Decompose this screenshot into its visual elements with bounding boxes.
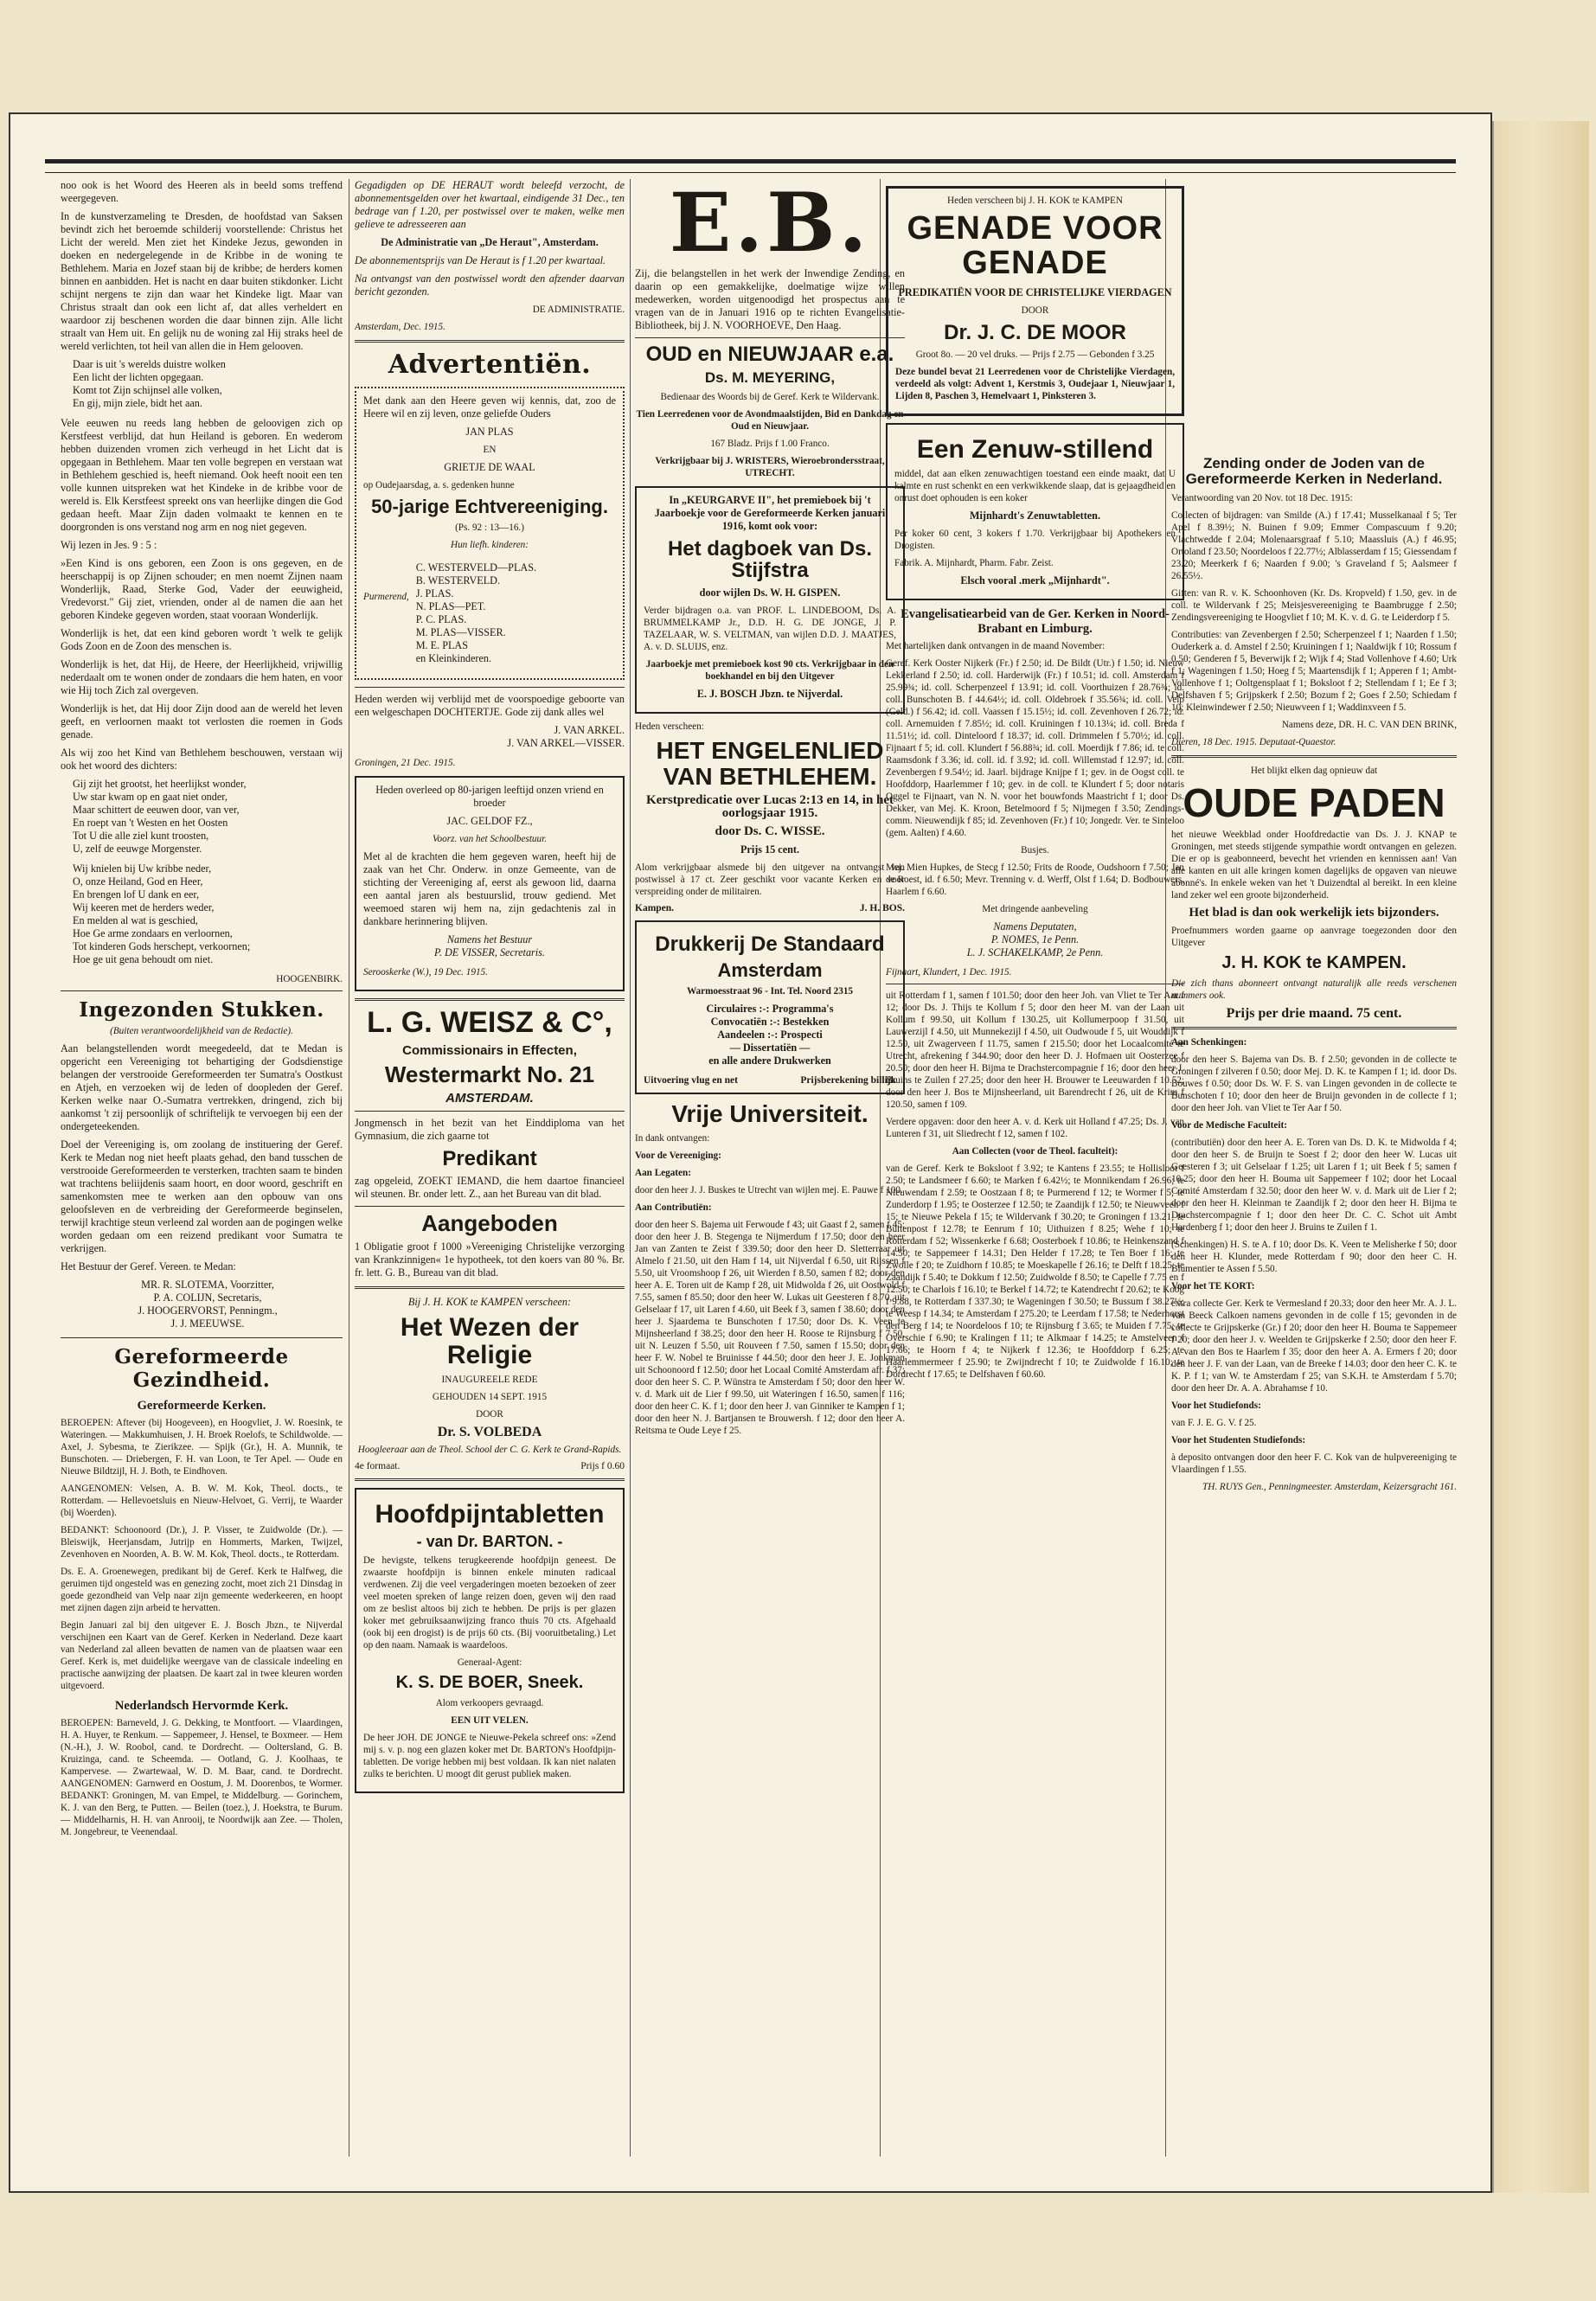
ad-footer: Prijsberekening billijk xyxy=(800,1075,896,1086)
section-heading: Zending onder de Joden van de Gereformeerde Kerken in Nederland. xyxy=(1185,455,1443,487)
ad-price: Prijs per drie maand. 75 cent. xyxy=(1226,1005,1402,1021)
book-sub: INAUGUREELE REDE xyxy=(441,1375,538,1386)
ad-text: Het blijkt elken dag opnieuw dat xyxy=(1250,765,1378,776)
column-2 xyxy=(355,179,625,2157)
article-text: Met dringende aanbeveling xyxy=(982,904,1088,915)
ad-publisher: J. H. BOS. xyxy=(859,903,905,914)
ad-product: Mijnhardt's Zenuwtabletten. xyxy=(970,510,1100,522)
ad-sub: EEN UIT VELEN. xyxy=(451,1715,529,1727)
book-format: 4e formaat. xyxy=(355,1461,401,1472)
ad-text: Deze bundel bevat 21 Leerredenen voor de Christelijke Vierdagen, verdeeld als volgt: Advent 1, Kerstmis 3, Oudejaar 1, Nieuwjaar 1, Lijden 8, Paschen 3, Hemelvaart 1, Pinksteren 3. xyxy=(895,366,1175,401)
ad-headline: Predikant xyxy=(442,1146,537,1170)
ad-text: 1 Obligatie groot f 1000 »Vereeniging Christelijke verzorging van Krankzinnigen« 1e hypotheek, tot den koers van 80 %. Br. fr. lett. G. B., Bureau van dit blad. xyxy=(355,1240,625,1279)
column-3 xyxy=(635,179,905,2157)
column-1 xyxy=(61,179,343,2157)
couple-name: GRIETJE DE WAAL xyxy=(444,461,535,473)
signatures: Namens Deputaten, P. NOMES, 1e Penn. L. J. SCHAKELKAMP, 2e Penn. xyxy=(966,920,1104,959)
book-sub: DOOR xyxy=(476,1409,503,1420)
ad-names: J. VAN ARKEL. J. VAN ARKEL—VISSER. xyxy=(507,724,625,750)
article-text: BEROEPEN: Barneveld, J. G. Dekking, te Montfoort. — Vlaardingen, H. A. Huyer, te Renkum. — Sappemeer, J. Hensel, te Boxmeer. — Hem (N.-H.), J. W. Roobol, cand. te Dordrecht. — Ooltersland, G. B. Kruizinga, cand. te Scheemda. — Ootland, G. J. Koolhaas, te Kampervese. — Zwartewaal, W. D. M. Baar, cand. te Dordrecht. AANGENOMEN: Garnwerd en Oostum, J. M. Doorenbos, te Wormer. BEDANKT: Groningen, M. van Empel, te Middelburg. — Gorinchem, K. J. van den Berg, te Putten. — Beilen (toez.), J. Hoekstra, te Burum. — Middelharnis, H. H. van Anrooij, te Noordwijk aan Zee. — Tholen, M. Jongebreur, te Veenendaal. xyxy=(61,1718,343,1837)
sub-heading: Aan Collecten (voor de Theol. faculteit): xyxy=(952,1146,1118,1157)
ad-sub: Kerstpredicatie over Lucas 2:13 en 14, in het oorlogsjaar 1915. xyxy=(645,793,894,821)
ad-sub: - van Dr. BARTON. - xyxy=(416,1532,563,1550)
ad-headline: 50-jarige Echtvereeniging. xyxy=(371,496,608,517)
ad-text: middel, dat aan elken zenuwachtigen toestand een einde maakt, dat U kalmte en rust schenkt en een verkwikkende slaap, dat is gejaagdheid en onrust doet ophouden is een koker xyxy=(894,469,1176,504)
ad-text: Alom verkoopers gevraagd. xyxy=(435,1698,544,1709)
sub-heading: Voor het TE KORT: xyxy=(1171,1280,1255,1292)
ad-text: Proefnummers worden gaarne op aanvrage toegezonden door den Uitgever xyxy=(1171,925,1457,948)
article-text: Wonderlijk is het, dat Hij door Zijn dood aan de wereld het leven geeft, en verloornen maakt tot verlosten die roemen in Gods genade. xyxy=(61,702,343,740)
sub-heading: Aan Schenkingen: xyxy=(1171,1036,1247,1048)
publisher-line: Bij J. H. KOK te KAMPEN verscheen: xyxy=(407,1296,572,1309)
article-text: BEROEPEN: Aftever (bij Hoogeveen), en Hoogvliet, J. W. Roesink, te Wateringen. — Makkumhuisen, J. H. Broek Roelofs, te Schildwolde. — Axel, J. Sybesma, te Zierikzee. — Spijk (Gr.), H. A. Munnik, te Bunschoten. — Driebergen, F. H. van Loon, te Ter Apel. — Oude en Nieuwe Bildtzijl, H. J. Both, te Eindhoven. xyxy=(61,1418,343,1477)
section-note: (Buiten verantwoordelijkheid van de Redactie). xyxy=(110,1026,293,1036)
article-text: (contributiën) door den heer A. E. Toren van Ds. D. K. te Midwolda f 4; door den heer S. de Bruijn te Soest f 2; door den heer W. Lucas uit Geesteren f 3; uit Gelselaar f 1.25; uit Laren f 1; uit Beek f 5; samen f 10.25; door den heer H. Bouma uit Sappemeer f 102; door het Locaal Comité Amsterdam f 32.50; door den heer W. v. d. Mark uit de Lier f 2; door den heer H. Kleinman te Zaandijk f 2; door den heer H. Bijma te Drachstercompagnie f 1; door den heer Dr. C. C. Schot uit Ambt Hardenberg f 1; door den heer J. Bruins te Zuilen f 1. xyxy=(1171,1137,1457,1233)
article-text: »Een Kind is ons geboren, een Zoon is ons gegeven, en de heerschappij is op Zijnen schouder; en men noemt Zijnen naam Wonderlijk, Raad, Sterke God, Vader der eeuwigheid, Vredevorst." Gij ziet, vrienden, onder al de namen die aan het geboren Kindeke gegeven worden, staat vooraan Wonderlijk. xyxy=(61,557,343,621)
ad-headline: OUDE PADEN xyxy=(1183,779,1445,825)
weisz-title: L. G. WEISZ & C°, xyxy=(367,1006,612,1040)
article-text: van F. J. E. G. V. f 25. xyxy=(1171,1417,1257,1428)
sub-heading: Aan Legaten: xyxy=(635,1167,691,1178)
section-heading: Vrije Universiteit. xyxy=(671,1100,869,1128)
article-text: Verdere opgaven: door den heer A. v. d. Kerk uit Holland f 47.25; Ds. J. van Lunteren f 31, uit Sliedrecht f 12, samen f 102. xyxy=(886,1117,1184,1140)
ad-text: Heden werden wij verblijd met de voorspoedige geboorte van een welgeschapen DOCHTERTJE. Gode zij dank alles wel xyxy=(355,693,625,719)
article-text: extra collecte Ger. Kerk te Vermesland f 20.33; door den heer Mr. A. J. L. van Beeck Calkoen namens gevonden in de colle f 15; gevonden in de collecte te Grijpskerke (Gr.) f 20; door den heer H. Bouma te Sappemeer f 20; door den heer J. v. Weelden te Grijpskerke f 2.50; door den heer F. A. van den Bos te Haarlem f 35; door den heer A. A. Ermers f 20; door den heer J. F. van der Laan, van de Breeke f 14.03; door den heer C. K. te K. P. f 1; van W. te Amsterdam f 25; van S.K.H. te Amsterdam f 5.70; door den heer Dr. A. A. Abrahamse f 10. xyxy=(1171,1298,1457,1394)
article-text: Giften: van R. v. K. Schoonhoven (Kr. Ds. Kropveld) f 1.50, gev. in de coll. te Wildervank f 25; Meisjesvereeniging te Baambrugge f 2.50; Zendingsvereeniging te Hoogvliet f 10; M. K. v. d. G. te Leiderdorp f 5. xyxy=(1171,587,1457,623)
ad-sub: PREDIKATIËN VOOR DE CHRISTELIJKE VIERDAGEN xyxy=(898,285,1172,298)
article-text: In dank ontvangen: xyxy=(635,1132,710,1144)
article-text: Ds. E. A. Groenewegen, predikant bij de Geref. Kerk te Halfweg, die geruimen tijd ongesteld was en genezing zocht, moet zich 21 Dinsdag in goede gezondheid van Velp naar zijn gemeente wederkeeren, en hoopt met zijnen dagen zijn arbeid te hervatten. xyxy=(61,1567,343,1613)
article-text: door den heer J. J. Buskes te Utrecht van wijlen mej. E. Pauwe f 100. xyxy=(635,1184,903,1195)
ad-text: De heer JOH. DE JONGE te Nieuwe-Pekela schreef ons: »Zend mij s. v. p. nog een glazen koker met Dr. BARTON's Hoofdpijn-tabletten. De vorige hebben mij best voldaan. Ik kan niet nalaten zulks te berichten. U moogt dit gerust publiek maken. xyxy=(363,1733,616,1780)
ad-price: Groot 8o. — 20 vel druks. — Prijs f 2.75 — Gebonden f 3.25 xyxy=(915,349,1155,360)
article-text: à deposito ontvangen door den heer F. C. Kok van de hulpvereeniging te Vlaardingen f 1.55. xyxy=(1171,1452,1457,1475)
drukkerij-ad xyxy=(635,920,905,1094)
ad-text: Per koker 60 cent, 3 kokers f 1.70. Verkrijgbaar bij Apothekers en Drogisten. xyxy=(894,529,1176,552)
sub-heading: Voor het Studenten Studiefonds: xyxy=(1171,1434,1306,1445)
article-text: BEDANKT: Schoonoord (Dr.), J. P. Visser, te Zuidwolde (Dr.). — Bleiswijk, Heerjansdam, Jutrijp en Hommerts, Marken, Twijzel, Zevenhoven en Noorden, A. B. W. M. Kok, Theol. docts., te Rotterdam. xyxy=(61,1525,343,1560)
notice-signature: DE ADMINISTRATIE. xyxy=(532,304,625,315)
article-text: Vele eeuwen nu reeds lang hebben de geloovigen zich op Kerstfeest verblijd, dat hun Heiland is geboren. En wederom hebben duizenden vromen zich verheugd in het Licht dat is opgegaan in Bethlehem. Maar ten volle begrepen en verstaan wat in Bethlehem geschied is, heeft niemand. Ook heeft nooit een ten volle kunnen uitspreken wat het Kindeke in de kribbe voor de wereld is. Elk Kerstfeest spreekt ons van heerlijke dingen die God gedaan heeft. Maar Zijn daden volmaakt te kennen en te doorgronden is ons verstand nog arm en nog niet gegeven. xyxy=(61,417,343,533)
section-heading: Evangelisatiearbeid van de Ger. Kerken in Noord-Brabant en Limburg. xyxy=(901,607,1170,637)
ad-text: Hun liefh. kinderen: xyxy=(451,540,529,551)
ad-text: De hevigste, telkens terugkeerende hoofdpijn geneest. De zwaarste hoofdpijn is binnen enkele minuten radicaal verdwenen. Zij die veel vergaderingen moeten bezoeken of zeer veel moeten spreken of lange reizen doen, geven wij den raad om ze beslist altoos bij zich te hebben. De prijs is per glazen koker met gebruiksaanwijzing franco thuis 70 cts. Afgehaald (ook bij een drogist) is de prijs 60 cts. (Bij vooruitbetaling.) Let op den naam. Namaak is waardeloos. xyxy=(363,1555,616,1651)
publisher-line: Verkrijgbaar bij J. WRISTERS, Wieroebrondersstraat, UTRECHT. xyxy=(655,456,885,479)
ad-publisher: J. H. KOK te KAMPEN. xyxy=(1221,952,1407,972)
article-text: In de kunstverzameling te Dresden, de hoofdstad van Saksen bevindt zich het beroemde schilderij voorstellende: Christus het Licht der wereld. Men ziet het Kindeke Jezus, gewonden in doeken en nedergelegende in de Kribbe in de woning te Bethlehem. Maria en Jozef staan bij de kribbe; de herders komen binnen en aanbidden. Het is nacht en daar buiten stikdonker. Licht schijnt nergens te zijn dan waar het Kindeke ligt. Maar van Christus straalt dan ook een licht af, dat alles verheldert en waardoor zij beschenen worden die daar binnen zijn. Alle licht straalt van Hem uit. En gelijk nu de woning zal Hij straks heel de wereld verlichten, tot heil van allen die in Hem gelooven. xyxy=(61,210,343,352)
ad-items: Circulaires :-: Programma's Convocatiën :-: Bestekken Aandeelen :-: Prospecti — Dissertatiën — en alle andere Drukwerken xyxy=(706,1003,834,1067)
ad-headline: OUD en NIEUWJAAR e.a. xyxy=(645,343,894,366)
poem: Wij knielen bij Uw kribbe neder, O, onze Heiland, God en Heer, En brengen lof U dank en eer, Wij keeren met de herders weder, En melden al wat is geschied, Hoe Ge arme zondaars en verloornen, Tot kinderen Gods herschept, verkoornen; Hoe ge uit gena behoudt om niet. xyxy=(73,862,251,965)
genade-ad xyxy=(886,186,1184,416)
ad-text: Die zich thans abonneert ontvangt naturalijk alle reeds verschenen nummers ook. xyxy=(1171,977,1457,1001)
sub-heading: Aan Contributiën: xyxy=(635,1202,712,1213)
ad-date: Serooskerke (W.), 19 Dec. 1915. xyxy=(363,967,488,978)
ad-headline: HET ENGELENLIED VAN BETHLEHEM. xyxy=(656,737,884,790)
dagboek-ad xyxy=(635,486,905,714)
ad-text: op Oudejaarsdag, a. s. gedenken hunne xyxy=(363,480,515,490)
ad-text: Met dank aan den Heere geven wij kennis, dat, zoo de Heere wil en zij leven, onze geliefde Ouders xyxy=(363,394,616,420)
ad-place: Kampen. xyxy=(635,903,675,914)
weisz-city: AMSTERDAM. xyxy=(445,1090,534,1106)
sub-heading: Voor het Studiefonds: xyxy=(1171,1400,1261,1411)
ad-label: Heden verscheen: xyxy=(635,721,704,733)
sub-heading: Gereformeerde Kerken. xyxy=(137,1399,266,1413)
ad-text: Heden overleed op 80-jarigen leeftijd onzen vriend en broeder xyxy=(375,784,604,810)
book-sub: GEHOUDEN 14 SEPT. 1915 xyxy=(432,1392,548,1403)
sub-heading: Busjes. xyxy=(1021,845,1049,856)
column-5 xyxy=(1171,179,1457,2157)
ad-sub: Het blad is dan ook werkelijk iets bijzonders. xyxy=(1189,905,1439,920)
ad-signature: Namens het Bestuur P. DE VISSER, Secretaris. xyxy=(434,933,545,959)
article-text: noo ook is het Woord des Heeren als in beeld soms treffend weergegeven. xyxy=(61,179,343,204)
article-date: Dieren, 18 Dec. 1915. Deputaat-Quaestor. xyxy=(1171,736,1336,747)
article-signature: Namens deze, DR. H. C. VAN DEN BRINK, xyxy=(1281,719,1457,730)
section-heading: Ingezonden Stukken. xyxy=(79,998,324,1022)
ad-sub: door wijlen Ds. W. H. GISPEN. xyxy=(699,586,841,599)
ad-text: Fabrik. A. Mijnhardt, Pharm. Fabr. Zeist. xyxy=(894,558,1054,569)
article-text: Met hartelijken dank ontvangen in de maand November: xyxy=(886,641,1106,652)
sub-heading: Nederlandsch Hervormde Kerk. xyxy=(114,1699,289,1713)
column-divider xyxy=(630,179,631,2157)
article-text: van de Geref. Kerk te Boksloot f 3.92; te Kantens f 23.55; te Hollisloot f 2.50; te Landsmeer f 6.60; te Marken f 6.42½; te Monnikendam f 26.96; te Nieuwendam f 2.59; te Oostzaan f 8; te Purmerend f 12; te Wormer f 5; te Zunderdorp f 1.95; te Oosterzee f 12.50; te Zaandijk f 12.50; te Nieuwveen f 15; te Nieuwe Pekela f 15; te Wildervank f 30.20; te Groningen f 13.21; te Buitenpost f 12.78; te Eenrum f 10; Uithuizen f 8.25; Wehe f 10; te Rotterdam f 52; Wissenkerke f 6.68; Oosterboek f 10.86; te Heinkenszand f 14.50; te Sappemeer f 14.31; Den Helder f 17.28; te Ten Boer f 16; te Zwolle f 20; te Zuidhorn f 10.85; te Moeskapelle f 26.16; te Delft f 18.25; te Zaandijk f 5.40; te Dokkum f 12.50; Zuidwolde f 8.50; te Capelle f 7.75 en f 12.50; te Charlois f 16.10; te Berkel f 14.72; te Katendrecht f 20.62; te Koog f 9.88, te Rotterdam f 337.30; te Wageningen f 30.50; te Bussum f 38.27½; te Weesp f 14.34; te Amsterdam f 275.20; te Leerdam f 17.58; te Nederhorst den Berg f 14; te Noordeloos f 10; te Rijnsburg f 3.65; te Muiden f 7.75; te Overschie f 6.90; te Kralingen f 11; te Alkmaar f 14.25; te Amstelveen f 17.66; te Hoorn f 4; te Nijkerk f 12.36; te Hoofddorp f 6.25; te Haarlemmermeer f 25.90; te Zwijndrecht f 10; te Zuidwolde f 16.10; te Dordrecht f 17.65; te Delfshaven f 60.60. xyxy=(886,1163,1184,1381)
article-text: Wonderlijk is het, dat Hij, de Heere, der Heerlijkheid, vrijwillig nederdaalt om te wonen onder de zondaars die hem haten, en voor wie Hij toch Zich zal overgeven. xyxy=(61,658,343,696)
psalm-ref: (Ps. 92 : 13—16.) xyxy=(455,522,524,534)
ad-label: Heden verscheen bij J. H. KOK te KAMPEN xyxy=(947,195,1123,206)
ad-text: het nieuwe Weekblad onder Hoofdredactie van Ds. J. J. KNAP te Groningen, met steeds stijgende sympathie wordt ontvangen en gelezen. Die er op is geabonneerd, bevecht het vrienden en kennissen aan! Van alle kanten en uit alle kringen komen dagelijks de opgaven van nieuwe abonné's. In enkele weken van het 't Duizendtal al bereikt. In een kleine land zeker wel een groote bijzonderheid. xyxy=(1171,829,1457,901)
ad-author: Dr. J. C. DE MOOR xyxy=(944,320,1126,344)
ad-label: Generaal-Agent: xyxy=(457,1657,522,1669)
section-heading: Gereformeerde Gezindheid. xyxy=(114,1345,289,1392)
notice-date: Amsterdam, Dec. 1915. xyxy=(355,322,445,332)
ad-text: Jaarboekje met premieboek kost 90 cts. Verkrijgbaar in den boekhandel en bij den Uitgever xyxy=(645,659,894,683)
ad-text: Zij, die belangstellen in het werk der Inwendige Zending, en daarin op een gemakkelijke, doelmatige wijze willen medewerken, worden uitgenoodigd het prospectus aan te vragen van de in Januari 1916 op te richten Evangelisatie-Bibliotheek, bij J. N. VOORHOEVE, Den Haag. xyxy=(635,267,905,331)
ad-price: Prijs 15 cent. xyxy=(740,843,800,856)
article-text: door den heer S. Bajema van Ds. B. f 2.50; gevonden in de collecte te Groningen f zilveren f 0.50; door Mej. D. K. te Kampen f 1; id. door Ds. Bouwes f 0.50; door Ds. W. F. S. van Lingen gevonden in de collecte te Bunschoten f 10; door den heer de Bruijn gevonden in de collecte f 1; door den heer Joh. van Vliet te Ter Aar f 50. xyxy=(1171,1054,1457,1113)
publisher-line: E. J. BOSCH Jbzn. te Nijverdal. xyxy=(696,688,843,701)
couple-and: EN xyxy=(483,445,497,455)
book-author: Dr. S. VOLBEDA xyxy=(437,1425,542,1440)
article-text: Collecten of bijdragen: van Smilde (A.) f 17.41; Musselkanaal f 5; Ter Apel f 8.39½; N. Buinen f 9.09; Emmer Compascuum f 9.20; Vlachtwedde f 2.04; Molenaarsgraaf f 5.10; Maassluis (A.) f 46.95; Ortoland f 23.50; Noordeloos f 22.77½; Alblasserdam f 15; Giessendam f 23.20; Meerkerk f 6; Naarden f 9.00; 's Graveland f 5; Aalsmeer f 26.55½. xyxy=(1171,510,1457,581)
ad-date: Groningen, 21 Dec. 1915. xyxy=(355,758,456,769)
article-date: Fijnaart, Klundert, 1 Dec. 1915. xyxy=(886,967,1012,978)
ad-headline: GENADE VOOR GENADE xyxy=(907,210,1163,281)
ad-headline: Een Zenuw-stillend xyxy=(916,434,1154,464)
deceased-role: Voorz. van het Schoolbestuur. xyxy=(432,834,548,845)
sub-heading: Voor de Medische Faculteit: xyxy=(1171,1119,1287,1131)
ad-headline: Aangeboden xyxy=(421,1209,558,1236)
notice-text: Na ontvangst van den postwissel wordt den afzender daarvan bericht gezonden. xyxy=(355,272,625,298)
ad-sub: DOOR xyxy=(1021,304,1049,316)
article-text: Aan belangstellenden wordt meegedeeld, dat te Medan is opgericht een Vereeniging tot behartiging der Godsdienstige belangen der verstrooide Gereformeerden ter Sumatra's Oostkust en Atjeh, en verzoeken wij de leden of doopleden der Geref. Kerken welke naar O.-Sumatra vertrekken, dringend, zich bij aankomst 't zij persoonlijk of schriftelijk te vervoegen bij een der ondergeteekenden. xyxy=(61,1042,343,1132)
article-text: Het Bestuur der Geref. Vereen. te Medan: xyxy=(61,1260,236,1272)
zenuw-ad xyxy=(886,423,1184,601)
ad-text: Elsch vooral .merk „Mijnhardt". xyxy=(960,574,1110,587)
ad-author: door Ds. C. WISSE. xyxy=(715,824,825,839)
article-text: Als wij zoo het Kind van Bethlehem beschouwen, verstaan wij ook het woord des dichters: xyxy=(61,747,343,772)
ad-text: zag opgeleid, ZOEKT IEMAND, die hem daartoe financieel wil steunen. Br. onder lett. Z., aan het Bureau van dit blad. xyxy=(355,1174,625,1200)
poem: Gij zijt het grootst, het heerlijkst wonder, Uw star kwam op en gaat niet onder, Maar schittert de eeuwen door, van ver, En roept van 't Westen en het Oosten Tot U die alle ziel kunt troosten, U, zelf de eeuwge Morgenster. xyxy=(73,778,247,855)
article-text: Begin Januari zal bij den uitgever E. J. Bosch Jbzn., te Nijverdal verschijnen een Kaart van de Geref. Kerken in Nederland. Deze kaart van Nederland zal alleen bevatten de namen van de plaatsen waar een Geref. Kerk is, met duidelijke weergave van de classicale indeeling en practische aanwijzing der plaatsen. De kaart zal in twee kleuren worden uitgevoerd. xyxy=(61,1620,343,1691)
signatures: MR. R. SLOTEMA, Voorzitter, P. A. COLIJN, Secretaris, J. HOOGERVORST, Penningm., J. J. MEEUWSE. xyxy=(138,1279,278,1330)
ad-address: Warmoesstraat 96 - Int. Tel. Noord 2315 xyxy=(686,986,854,997)
eb-logo: E.B. xyxy=(669,179,871,271)
poem: Daar is uit 's werelds duistre wolken Een licht der lichten opgegaan. Komt tot Zijn schijnsel alle volken, En gij, mijn ziele, bidt het aan. xyxy=(73,358,226,409)
ad-place: Purmerend, xyxy=(363,592,409,603)
couple-name: JAN PLAS xyxy=(465,426,514,438)
ad-text: In „KEURGARVE II", het premieboek bij 't Jaarboekje voor de Gereformeerde Kerken januari 1916, komt ook voor: xyxy=(654,494,886,533)
article-signature: TH. RUYS Gen., Penningmeester. Amsterdam, Keizersgracht 161. xyxy=(1202,1481,1457,1492)
article-text: Doel der Vereeniging is, om zoolang de instituering der Geref. Kerk te Medan nog niet heeft plaats gehad, den band tusschen de verstrooide Gereformeerden te versterken, trachten saam te binden wat trachtens beliijdenis saam hoort, en door woord, geschrift en samenkomsten mee te werken aan den opbouw van ons geloofsleven en de verbreiding der Gereformeerde beginselen, terwijl krachtige steun verleend zal worden aan de pogingen welke worden gedaan om een reizend predikant voor Sumatra te verkrijgen. xyxy=(61,1138,343,1254)
ad-text: Met al de krachten die hem gegeven waren, heeft hij de zaak van het Chr. Onderw. in onze Gemeente, van de stichting der Vereeniging af, eerst als gewoon lid, daarna een aantal jaren als bestuurslid, trouw gediend. Met weemoed staren wij hem na, zijn gedachtenis zal in dankbare herinnering blijven. xyxy=(363,850,616,928)
article-text: Wonderlijk is het, dat een kind geboren wordt 't welk te gelijk Gods Zoon en de Zoon des menschen is. xyxy=(61,627,343,652)
death-notice xyxy=(355,776,625,991)
article-text: Geref. Kerk Ooster Nijkerk (Fr.) f 2.50; id. De Bildt (Utr.) f 1.50; id. Nieuw Lekkerland f 2.50; id. coll. Harderwijk (Fr.) f 10.51; id. coll. Amsterdam f 25.99¾; id. coll. Scherpenzeel f 13.91; id. coll. Voorthuizen f 28.76¾; id. coll. Bunschoten B. f 44.64½; id. coll. Oldebroek f 35.56¾; id. coll. Velp (Geld.) f 56.42; id. coll. Vaassen f 15.15½; id. coll. Zevenhoven f 26.72; id. coll. Arnemuiden f 7.85½; id. coll. Kruiningen f 10.13¼; id. coll. Breda f 11.51½; id. coll. Dinteloord f 18.37; id. coll. Drimmelen f 5.70½; id. coll. Fijnaart f 5; id. coll. Klundert f 56.88¾; id. coll. Moerdijk f 7.86; id. te coll. Raamsdonk f 3.36; id. coll. id. f 3.92; id. coll. Willemstad f 12.97; id. coll. Zevenbergen f 9.54½; id. Jaarl. bijdrage Knijpe f 1; gev. in de Oogst coll. te Hoofddorp, Haarlemmer f 10; gev. in de coll. te Klundert f 5; door notaris Oggel te Fijnaart, van N. N. voor het bouwfonds Maastricht f 1; door Ds. Dekker, van Mej. K. Kroon, Betelmoord f 5; Nijmegen f 3.50; Zendings-comm. Nieuwendijk f 85; id. Zevenhoven (Fr.) f 10; Jongedr. Ver. te Sinteloo (gem. Aalten) f 4.60. xyxy=(886,658,1184,839)
ad-text: Verder bijdragen o.a. van PROF. L. LINDEBOOM, Ds. A. BRUMMELKAMP Jr., D.D. H. G. DE JONGE, J. P. TAZELAAR, W. S. VELTMAN, van wijlen D.D. J. MAATJES, A. v. D. SLUIJS, enz. xyxy=(644,606,896,653)
author-role: Hoogleeraar aan de Theol. School der C. G. Kerk te Grand-Rapids. xyxy=(357,1445,622,1456)
agent-name: K. S. DE BOER, Sneek. xyxy=(395,1673,584,1693)
section-heading: Advertentiën. xyxy=(388,349,592,380)
barton-ad xyxy=(355,1488,625,1793)
newspaper-page xyxy=(9,112,1492,2193)
ad-headline: Drukkerij De Standaard xyxy=(655,933,885,957)
article-text: uit Rotterdam f 1, samen f 101.50; door den heer Joh. van Vliet te Ter Aar f 12; door Ds. J. Thijs te Kollum f 5; door den heer M. van der Laan uit Kollum f 99.50, uit Kollum f 130.25, uit Kollumerpoop f 31.50, uit Lauwerzijl f 4.50, uit Munnekezijl f 4.50, uit Oudwoude f 5, uit Wouddijk f 12.50, uit Zwagerveen f 11.75, samen f 215.50; door het Locaalcomité te Utrecht, afrekening f 344.90; door den heer D. J. Hofmaen uit Oosterzee f 20.50; door den heer H. Bijma te Drachstercompagnie f 16; door den heer J. Bruins te Zuilen f 27.25; door den heer H. Brouwer te Leeuwarden f 10.52; door den heer J. Bos te Mijnsheerland, uit Barendrecht f 26, uit de Krim f 120.50, samen f 109. xyxy=(886,990,1184,1111)
sub-heading: Voor de Vereeniging: xyxy=(635,1150,721,1161)
deceased-name: JAC. GELDOF FZ., xyxy=(446,815,533,828)
ad-headline: Hoofdpijntabletten xyxy=(375,1500,605,1529)
ad-headline: Het dagboek van Ds. Stijfstra xyxy=(667,537,873,583)
ad-text: Jongmensch in het bezit van het Einddiploma van het Gymnasium, die zich gaarne tot xyxy=(355,1116,625,1142)
ad-city: Amsterdam xyxy=(717,959,823,982)
notice-address: De Administratie van „De Heraut", Amsterdam. xyxy=(381,236,599,248)
book-price: 167 Bladz. Prijs f 1.00 Franco. xyxy=(710,439,830,450)
weisz-address: Westermarkt No. 21 xyxy=(384,1061,595,1087)
notice-text: De abonnementsprijs van De Heraut is f 1.20 per kwartaal. xyxy=(355,254,606,266)
article-text: Wij lezen in Jes. 9 : 5 : xyxy=(61,539,157,551)
article-text: AANGENOMEN: Velsen, A. B. W. M. Kok, Theol. docts., te Rotterdam. — Hellevoetsluis en Nieuw-Helvoet, G. Verrij, te Waarder (bij Woerden). xyxy=(61,1484,343,1518)
article-text: (Schenkingen) H. S. te A. f 10; door Ds. K. Veen te Melisherke f 50; door den heer H. Klunder, mede Rotterdam f 90; door den heer C. H. Blumentier te Assen f 5.50. xyxy=(1171,1239,1457,1274)
column-4 xyxy=(886,179,1184,2157)
article-signature: HOOGENBIRK. xyxy=(276,974,343,984)
article-text: door den heer S. Bajema uit Ferwoude f 43; uit Gaast f 2, samen f 45; door den heer J. B. Stegenga te Nijmerdum f 17.50; door den heer Jan van Zanten te Zeist f 339.50; door den heer D. Sletterraar uit Almelo f 21.50, uit den Ham f 14, uit Nijverdal f 6.50, uit Rijssen f 5.50, uit Vroomshoop f 26, uit Wierden f 8.50, samen f 82; door den heer A. E. Toren uit de Kamp f 28, uit Midwolda f 26, uit Oostwold f 7.55, samen f 85.50; door den heer W. Lukas uit Geesteren f 8.70, uit Gelselaar f 17, uit Laren f 4.60, uit Beek f 3, samen f 38.60; door den heer J. Sjaardema te Bunschoten f 17.50; door Ds. K. Veen te Mijnsheerland f 38.25; door den heer H. Roose te Rijnsburg f 7.50, uit N. Leuzen f 5.50, uit Rouveen f 7.50, samen f 15.50; door den heer F. W. Nobel te Bruinisse f 44.50; door den heer J. E. Jonkman uit Schoonoord f 12.50; door het Locaal Comité Amsterdam afr. f 37; door den heer S. C. P. Wünstra te Amsterdam f 50; door den heer W. v. d. Mark uit de Lier f 99.50, uit Wateringen f 16.50, samen f 116; door den heer C. K. f 1; door den heer J. van Ginniker te Kampen f 1; door den heer N. J. Bartjansen te Brouwersh. f 12; door den heer A. Reitsma te Oude Leye f 25. xyxy=(635,1219,905,1436)
ad-footer: Uitvoering vlug en net xyxy=(644,1075,738,1086)
top-rule xyxy=(45,159,1456,173)
weisz-sub: Commissionairs in Effecten, xyxy=(402,1042,577,1058)
author-role: Bedienaar des Woords bij de Geref. Kerk te Wildervank. xyxy=(660,392,880,403)
author-name: Ds. M. MEYERING, xyxy=(704,369,836,387)
notice-text: Gegadigden op DE HERAUT wordt beleefd verzocht, de abonnementsgelden over het kwartaal, eindigende 31 Dec., ten bedrage van f 1.20, per postwissel over te maken, welke men gelieve te adresseeren aan xyxy=(355,179,625,230)
page-fold xyxy=(1492,121,1589,2193)
children-names: C. WESTERVELD—PLAS. B. WESTERVELD. J. PLAS. N. PLAS—PET. P. C. PLAS. M. PLAS—VISSER. M. E. PLAS en Kleinkinderen. xyxy=(415,561,537,665)
article-text: Mej. Mien Hupkes, de Stecg f 12.50; Frits de Roode, Oudshoorn f 7.50; Jan de Roest, id. f 6.50; Mevr. Trenning v. d. Werff, Olst f 1.64; D. Bodbouwers, Haarlem f 6.60. xyxy=(886,862,1184,898)
ad-text: Alom verkrijgbaar alsmede bij den uitgever na ontvangst van postwissel à 17 ct. Zeer geschikt voor vacante Kerken en voor verspreiding onder de militairen. xyxy=(635,862,905,898)
article-text: Contributies: van Zevenbergen f 2.50; Scherpenzeel f 1; Naarden f 1.50; Ouderkerk a. d. Amstel f 2.50; Kruiningen f 1; Naaldwijk f 10; Rossum f 0.50; Genderen f 5, Beverwijk f 2; Wijk f 4; Stad Vollenhove f 4.60; Urk f 1; Wageningen f 1.50; Hoeg f 5; Maartensdijk f 1; Apperen f 1; Ambt-Vollenhove f 1; Ooltgensplaat f 1; Boksloot f 2; Stellendam f 1; Ee f 3; Delfshaven f 5; Grijpskerk f 2.50; Bozum f 2; Goes f 2.50; Schiedam f 10; Kleinwindewer f 2.50; Nieuwveen f 1; Waddinxveen f 5. xyxy=(1171,629,1457,713)
jubilee-ad xyxy=(355,387,625,680)
article-text: Verantwoording van 20 Nov. tot 18 Dec. 1915: xyxy=(1171,492,1353,503)
book-title: Het Wezen der Religie xyxy=(400,1313,580,1369)
book-price: Prijs f 0.60 xyxy=(580,1461,625,1472)
book-desc: Tien Leerredenen voor de Avondmaalstijden, Bid en Dankdag en Oud en Nieuwjaar. xyxy=(636,409,904,433)
